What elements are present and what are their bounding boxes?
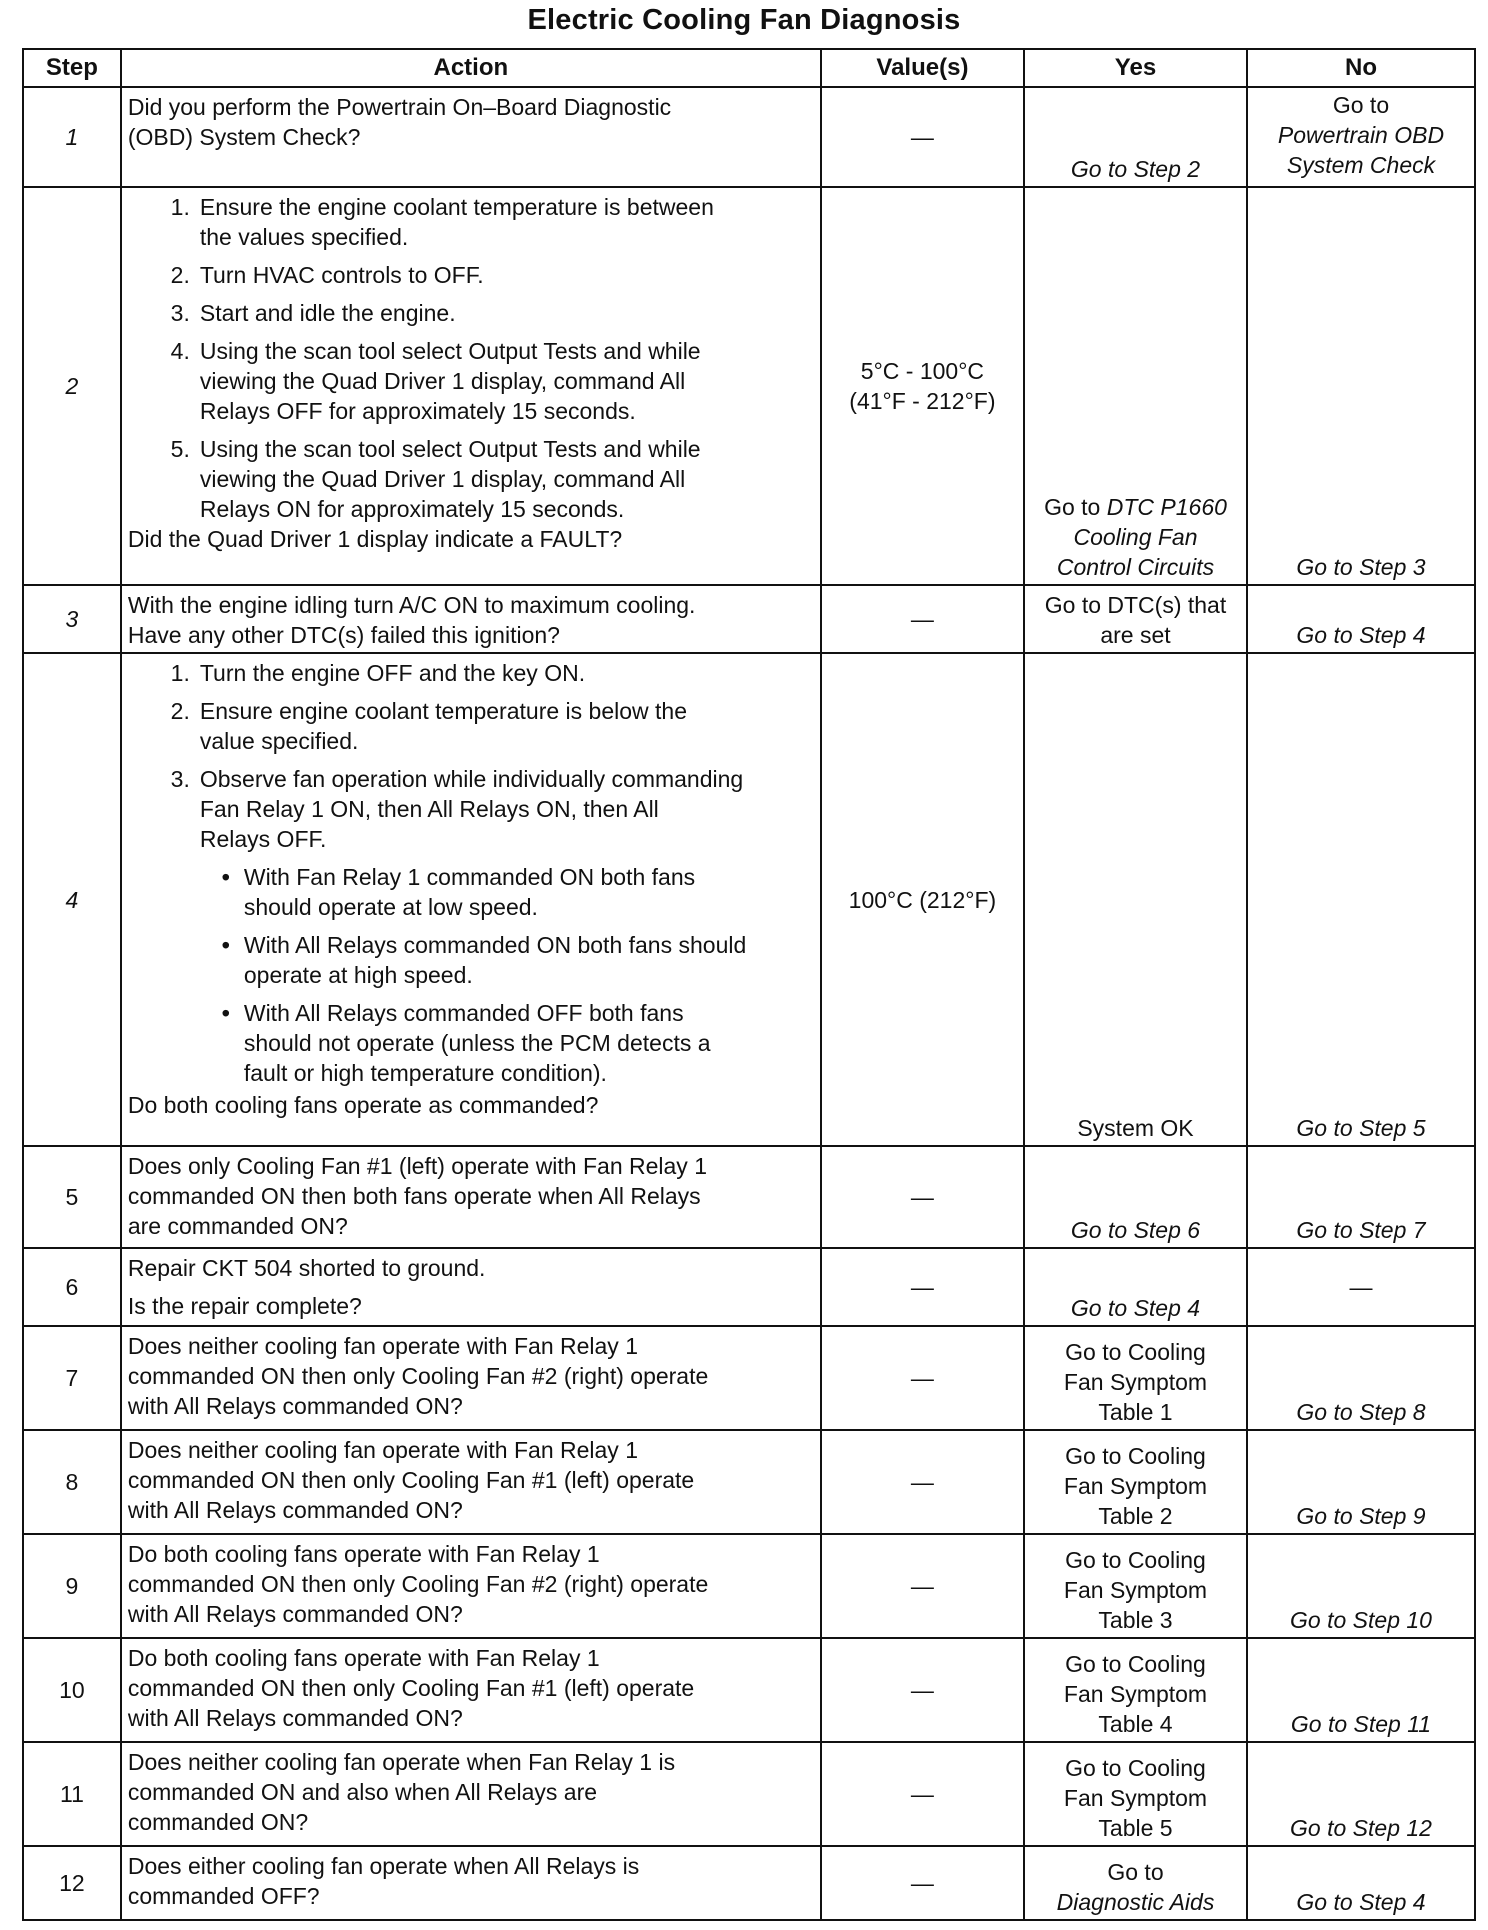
- yes-cell: [1024, 1534, 1247, 1638]
- no-line: Go to: [1332, 92, 1390, 118]
- table-row: [23, 1146, 1475, 1248]
- bullet-line: should operate at low speed.: [243, 894, 538, 920]
- table-row: [23, 1248, 1475, 1326]
- page-title: Electric Cooling Fan Diagnosis: [527, 4, 961, 36]
- yes-line: Fan Symptom: [1063, 1473, 1208, 1499]
- action-line: viewing the Quad Driver 1 display, command All: [199, 368, 686, 394]
- action-line: Do both cooling fans operate with Fan Relay 1: [127, 1541, 600, 1567]
- header-action: Action: [121, 49, 821, 87]
- no-cell: Go to Step 3: [1247, 187, 1475, 585]
- step-index: 2.: [170, 262, 190, 288]
- action-line: commanded ON then only Cooling Fan #1 (left) operate: [127, 1675, 695, 1701]
- yes-cell: Go to Step 6: [1024, 1146, 1247, 1248]
- value-cell: —: [821, 1742, 1024, 1846]
- action-line: (OBD) System Check?: [127, 124, 361, 150]
- action-cell: [121, 585, 821, 653]
- action-line: Does neither cooling fan operate with Fan Relay 1: [127, 1333, 638, 1359]
- list-item: [128, 658, 814, 688]
- action-line: commanded OFF?: [127, 1883, 320, 1909]
- no-cell: Go to Step 8: [1247, 1326, 1475, 1430]
- step-number: 7: [23, 1326, 121, 1430]
- yes-line: Go to: [1107, 1859, 1164, 1885]
- yes-cell: [1024, 1742, 1247, 1846]
- header-no: No: [1247, 49, 1475, 87]
- yes-line: Table 5: [1098, 1815, 1173, 1841]
- table-row: [23, 1638, 1475, 1742]
- step-number: 3: [23, 585, 121, 653]
- list-item: [128, 260, 814, 290]
- table-row: [23, 1430, 1475, 1534]
- step-index: 1.: [170, 660, 190, 686]
- bullet-line: With All Relays commanded OFF both fans: [243, 1000, 684, 1026]
- no-cell: [1247, 87, 1475, 187]
- no-cell: —: [1247, 1248, 1475, 1326]
- yes-cell: [1024, 1638, 1247, 1742]
- yes-prefix: Go to: [1044, 494, 1101, 520]
- table-row: [23, 585, 1475, 653]
- action-line: Is the repair complete?: [127, 1293, 362, 1319]
- action-line: Using the scan tool select Output Tests and while: [199, 338, 701, 364]
- action-line: Ensure the engine coolant temperature is between: [199, 194, 714, 220]
- step-index: 3.: [170, 766, 190, 792]
- yes-line: Diagnostic Aids: [1056, 1889, 1215, 1915]
- action-line: are commanded ON?: [127, 1213, 348, 1239]
- action-steps: [128, 658, 814, 854]
- list-item: [128, 192, 814, 252]
- action-line: Repair CKT 504 shorted to ground.: [127, 1255, 486, 1281]
- action-line: Does only Cooling Fan #1 (left) operate with Fan Relay 1: [127, 1153, 707, 1179]
- table-row: [23, 653, 1475, 1146]
- action-line: Fan Relay 1 ON, then All Relays ON, then All: [199, 796, 659, 822]
- no-line: Powertrain OBD: [1277, 122, 1445, 148]
- value-cell: —: [821, 87, 1024, 187]
- yes-line: Go to Cooling: [1065, 1443, 1206, 1469]
- value-cell: 100°C (212°F): [821, 653, 1024, 1146]
- action-line: Relays OFF for approximately 15 seconds.: [199, 398, 636, 424]
- action-line: commanded ON then only Cooling Fan #1 (left) operate: [127, 1467, 695, 1493]
- list-item: [128, 764, 814, 854]
- no-cell: Go to Step 11: [1247, 1638, 1475, 1742]
- yes-line: Go to Cooling: [1065, 1651, 1206, 1677]
- action-line: commanded ON then only Cooling Fan #2 (right) operate: [127, 1363, 709, 1389]
- step-index: 4.: [170, 338, 190, 364]
- step-number: 4: [23, 653, 121, 1146]
- list-item: [128, 298, 814, 328]
- step-number: 8: [23, 1430, 121, 1534]
- value-line: 5°C - 100°C: [860, 358, 985, 384]
- step-index: 1.: [170, 194, 190, 220]
- value-cell: —: [821, 1638, 1024, 1742]
- action-steps: [128, 192, 814, 524]
- action-line: Did you perform the Powertrain On–Board Diagnostic: [127, 94, 672, 120]
- step-index: 2.: [170, 698, 190, 724]
- action-line: With the engine idling turn A/C ON to maximum cooling.: [127, 592, 696, 618]
- yes-cell: [1024, 585, 1247, 653]
- header-step: Step: [23, 49, 121, 87]
- no-cell: Go to Step 9: [1247, 1430, 1475, 1534]
- action-line: the values specified.: [199, 224, 409, 250]
- bullet-list: [128, 862, 814, 1088]
- yes-line: Fan Symptom: [1063, 1577, 1208, 1603]
- step-number: 6: [23, 1248, 121, 1326]
- action-cell: [121, 1742, 821, 1846]
- yes-line: Go to DTC(s) that: [1044, 592, 1227, 618]
- yes-cell: Go to Step 2: [1024, 87, 1247, 187]
- action-line: Observe fan operation while individually commanding: [199, 766, 744, 792]
- list-item: [128, 696, 814, 756]
- yes-line: are set: [1100, 622, 1171, 648]
- table-row: [23, 1742, 1475, 1846]
- action-cell: [121, 1638, 821, 1742]
- action-line: Relays OFF.: [199, 826, 327, 852]
- header-value: Value(s): [821, 49, 1024, 87]
- table-row: [23, 1326, 1475, 1430]
- action-line: Turn HVAC controls to OFF.: [199, 262, 484, 288]
- no-cell: Go to Step 12: [1247, 1742, 1475, 1846]
- no-line: System Check: [1286, 152, 1436, 178]
- action-cell: [121, 653, 821, 1146]
- bullet-icon: •: [221, 1000, 230, 1026]
- action-line: Does neither cooling fan operate when Fan Relay 1 is: [127, 1749, 676, 1775]
- value-cell: —: [821, 1534, 1024, 1638]
- table-row: [23, 187, 1475, 585]
- yes-line: Go to Cooling: [1065, 1755, 1206, 1781]
- value-line: (41°F - 212°F): [849, 388, 996, 414]
- bullet-line: fault or high temperature condition).: [243, 1060, 607, 1086]
- value-cell: —: [821, 1146, 1024, 1248]
- yes-line: Go to Cooling: [1065, 1339, 1206, 1365]
- yes-cell: [1024, 187, 1247, 585]
- step-number: 1: [23, 87, 121, 187]
- table-row: [23, 1534, 1475, 1638]
- yes-cell: [1024, 1430, 1247, 1534]
- action-cell: [121, 1326, 821, 1430]
- table-row: [23, 87, 1475, 187]
- yes-line: Control Circuits: [1056, 554, 1215, 580]
- bullet-line: With All Relays commanded ON both fans should: [243, 932, 747, 958]
- step-index: 5.: [170, 436, 190, 462]
- bullet-icon: •: [221, 932, 230, 958]
- yes-cell: [1024, 1846, 1247, 1920]
- action-line: commanded ON and also when All Relays are: [127, 1779, 598, 1805]
- action-cell: [121, 1146, 821, 1248]
- yes-line: Cooling Fan: [1073, 524, 1198, 550]
- list-item: [128, 434, 814, 524]
- yes-line: Table 4: [1098, 1711, 1173, 1737]
- yes-cell: System OK: [1024, 653, 1247, 1146]
- action-line: commanded ON?: [127, 1809, 309, 1835]
- yes-cell: Go to Step 4: [1024, 1248, 1247, 1326]
- action-line: commanded ON then both fans operate when All Relays: [127, 1183, 701, 1209]
- list-item: [128, 998, 814, 1088]
- step-number: 2: [23, 187, 121, 585]
- yes-line: Table 2: [1098, 1503, 1173, 1529]
- action-question: Do both cooling fans operate as commanded?: [127, 1092, 599, 1118]
- action-line: Do both cooling fans operate with Fan Relay 1: [127, 1645, 600, 1671]
- action-cell: [121, 1248, 821, 1326]
- header-yes: Yes: [1024, 49, 1247, 87]
- action-line: with All Relays commanded ON?: [127, 1393, 463, 1419]
- step-index: 3.: [170, 300, 190, 326]
- header-row: [23, 49, 1475, 87]
- step-number: 12: [23, 1846, 121, 1920]
- action-cell: [121, 1534, 821, 1638]
- action-line: viewing the Quad Driver 1 display, command All: [199, 466, 686, 492]
- diagnosis-table: [22, 48, 1476, 1921]
- action-line: Does either cooling fan operate when All Relays is: [127, 1853, 640, 1879]
- value-cell: [821, 187, 1024, 585]
- no-cell: Go to Step 4: [1247, 585, 1475, 653]
- action-line: Have any other DTC(s) failed this ignition?: [127, 622, 560, 648]
- action-line: with All Relays commanded ON?: [127, 1601, 463, 1627]
- value-cell: —: [821, 585, 1024, 653]
- no-cell: Go to Step 7: [1247, 1146, 1475, 1248]
- action-cell: [121, 87, 821, 187]
- list-item: [128, 930, 814, 990]
- action-line: with All Relays commanded ON?: [127, 1705, 463, 1731]
- yes-cell: [1024, 1326, 1247, 1430]
- step-number: 9: [23, 1534, 121, 1638]
- value-cell: —: [821, 1846, 1024, 1920]
- yes-line: Fan Symptom: [1063, 1681, 1208, 1707]
- bullet-line: operate at high speed.: [243, 962, 473, 988]
- table-row: [23, 1846, 1475, 1920]
- action-line: Turn the engine OFF and the key ON.: [199, 660, 586, 686]
- list-item: [128, 336, 814, 426]
- bullet-line: With Fan Relay 1 commanded ON both fans: [243, 864, 696, 890]
- action-line: Using the scan tool select Output Tests and while: [199, 436, 701, 462]
- yes-line: Fan Symptom: [1063, 1369, 1208, 1395]
- yes-dtc-link[interactable]: DTC P1660: [1106, 494, 1227, 520]
- yes-line: Table 3: [1098, 1607, 1173, 1633]
- action-line: Start and idle the engine.: [199, 300, 456, 326]
- step-number: 11: [23, 1742, 121, 1846]
- action-question: Did the Quad Driver 1 display indicate a FAULT?: [127, 526, 623, 552]
- no-cell: Go to Step 5: [1247, 653, 1475, 1146]
- list-item: [128, 862, 814, 922]
- action-line: value specified.: [199, 728, 359, 754]
- yes-line: Fan Symptom: [1063, 1785, 1208, 1811]
- yes-line: Go to Cooling: [1065, 1547, 1206, 1573]
- value-cell: —: [821, 1326, 1024, 1430]
- action-cell: [121, 187, 821, 585]
- step-number: 10: [23, 1638, 121, 1742]
- bullet-line: should not operate (unless the PCM detects a: [243, 1030, 711, 1056]
- action-cell: [121, 1846, 821, 1920]
- bullet-icon: •: [221, 864, 230, 890]
- action-line: with All Relays commanded ON?: [127, 1497, 463, 1523]
- no-cell: Go to Step 10: [1247, 1534, 1475, 1638]
- value-cell: —: [821, 1248, 1024, 1326]
- yes-line: Table 1: [1098, 1399, 1173, 1425]
- action-line: commanded ON then only Cooling Fan #2 (right) operate: [127, 1571, 709, 1597]
- step-number: 5: [23, 1146, 121, 1248]
- action-cell: [121, 1430, 821, 1534]
- action-line: Ensure engine coolant temperature is below the: [199, 698, 687, 724]
- no-cell: Go to Step 4: [1247, 1846, 1475, 1920]
- value-cell: —: [821, 1430, 1024, 1534]
- action-line: Does neither cooling fan operate with Fan Relay 1: [127, 1437, 638, 1463]
- action-line: Relays ON for approximately 15 seconds.: [199, 496, 625, 522]
